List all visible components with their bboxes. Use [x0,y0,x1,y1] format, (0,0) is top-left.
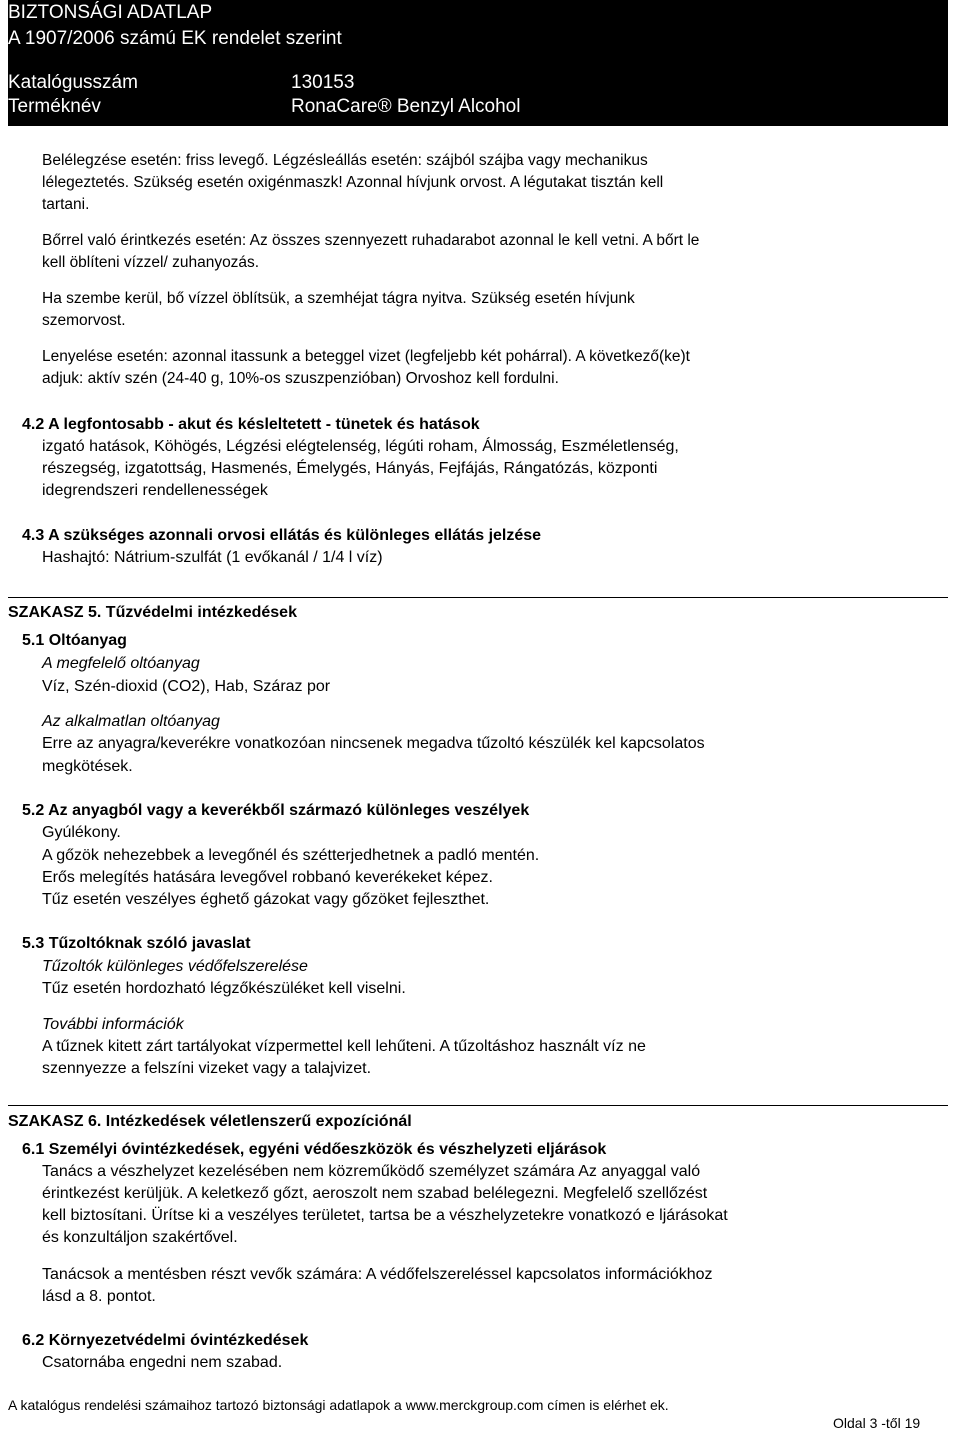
symptoms-text: részegség, izgatottság, Hasmenés, Émelygés, Hányás, Fejfájás, Rángatózás, központi [42,460,658,477]
inhalation-text: lélegeztetés. Szükség esetén oxigénmaszk! Azonnal hívjunk orvost. A légutakat tisztán kell [42,174,664,191]
section-6-rule [8,1105,948,1106]
unsuitable-media-label: Az alkalmatlan oltóanyag [42,713,220,730]
section-5-2-heading: 5.2 Az anyagból vagy a keverékből származó különleges veszélyek [22,802,530,819]
personal-precautions-text: kell biztosítani. Ürítse ki a veszélyes területet, tartsa be a vészhelyzetekre vonatkozó e ljárásokat [42,1207,728,1224]
section-4-2-heading: 4.2 A legfontosabb - akut és késleltetett - tünetek és hatások [22,416,480,433]
personal-precautions-text: Tanács a vészhelyzet kezelésében nem közreműködő személyzet számára Az anyaggal való [42,1163,701,1180]
inhalation-text: tartani. [42,196,90,213]
personal-precautions-text: és konzultáljon szakértővel. [42,1229,238,1246]
environmental-precautions-text: Csatornába engedni nem szabad. [42,1354,283,1371]
regulation-reference: A 1907/2006 számú EK rendelet szerint [8,28,342,49]
ingestion-text: adjuk: aktív szén (24-40 g, 10%-os szuszpenzióban) Orvoshoz kell fordulni. [42,370,559,387]
product-name-value: RonaCare® Benzyl Alcohol [291,96,521,117]
document-title: BIZTONSÁGI ADATLAP [8,2,213,23]
personal-precautions-text: érintkezést kerüljük. A keletkező gőzt, aeroszolt nem szabad belélegezni. Megfelelő szellőzést [42,1185,708,1202]
hazards-text: Gyúlékony. [42,824,121,841]
unsuitable-media-text: Erre az anyagra/keverékre vonatkozóan nincsenek megadva tűzoltó készülék kel kapcsolatos [42,735,705,752]
footer-note: A katalógus rendelési számaihoz tartozó biztonsági adatlapok a www.merckgroup.com címen is elérhet ek. [8,1397,669,1413]
unsuitable-media-text: megkötések. [42,758,133,775]
section-5-heading: SZAKASZ 5. Tűzvédelmi intézkedések [8,604,297,621]
catalog-number-value: 130153 [291,72,355,93]
eye-contact-text: Ha szembe kerül, bő vízzel öblítsük, a szemhéjat tágra nyitva. Szükség esetén hívjunk [42,290,635,307]
symptoms-text: idegrendszeri rendellenességek [42,482,268,499]
product-name-label: Terméknév [8,96,101,117]
catalog-number-label: Katalógusszám [8,72,138,93]
skin-contact-text: Bőrrel való érintkezés esetén: Az összes szennyezett ruhadarabot azonnal le kell vetni. A bőrt le [42,232,700,249]
treatment-text: Hashajtó: Nátrium-szulfát (1 evőkanál / 1/4 l víz) [42,549,383,566]
ingestion-text: Lenyelése esetén: azonnal itassunk a beteggel vizet (legfeljebb két pohárral). A következő(ke)t [42,348,690,365]
symptoms-text: izgató hatások, Köhögés, Légzési elégtelenség, légúti roham, Álmosság, Eszméletlenség, [42,438,679,455]
further-info-label: További információk [42,1016,184,1033]
hazards-text: Erős melegítés hatására levegővel robbanó keverékeket képez. [42,869,493,886]
document-header [8,0,948,126]
section-6-1-heading: 6.1 Személyi óvintézkedések, egyéni védőeszközök és vészhelyzeti eljárások [22,1141,607,1158]
page-number: Oldal 3 -től 19 [833,1415,921,1431]
suitable-media-label: A megfelelő oltóanyag [42,655,200,672]
section-4-3-heading: 4.3 A szükséges azonnali orvosi ellátás és különleges ellátás jelzése [22,527,542,544]
responder-advice-text: Tanácsok a mentésben részt vevők számára: A védőfelszereléssel kapcsolatos információkhoz [42,1266,713,1283]
responder-advice-text: lásd a 8. pontot. [42,1288,156,1305]
inhalation-text: Belélegzése esetén: friss levegő. Légzésleállás esetén: szájból szájba vagy mechanikus [42,152,648,169]
further-info-text: szennyezze a felszíni vizeket vagy a talajvizet. [42,1060,372,1077]
further-info-text: A tűznek kitett zárt tartályokat vízpermettel kell lehűteni. A tűzoltáshoz használt víz ne [42,1038,646,1055]
eye-contact-text: szemorvost. [42,312,126,329]
suitable-media-text: Víz, Szén-dioxid (CO2), Hab, Száraz por [42,678,331,695]
skin-contact-text: kell öblíteni vízzel/ zuhanyozás. [42,254,260,271]
section-6-heading: SZAKASZ 6. Intézkedések véletlenszerű expozíciónál [8,1113,412,1130]
firefighter-ppe-text: Tűz esetén hordozható légzőkészüléket kell viselni. [42,980,406,997]
section-5-1-heading: 5.1 Oltóanyag [22,632,127,649]
section-5-rule [8,597,948,598]
firefighter-ppe-label: Tűzoltók különleges védőfelszerelése [42,958,308,975]
section-5-3-heading: 5.3 Tűzoltóknak szóló javaslat [22,935,251,952]
hazards-text: A gőzök nehezebbek a levegőnél és szétterjedhetnek a padló mentén. [42,847,540,864]
section-6-2-heading: 6.2 Környezetvédelmi óvintézkedések [22,1332,309,1349]
hazards-text: Tűz esetén veszélyes éghető gázokat vagy gőzöket fejleszthet. [42,891,490,908]
